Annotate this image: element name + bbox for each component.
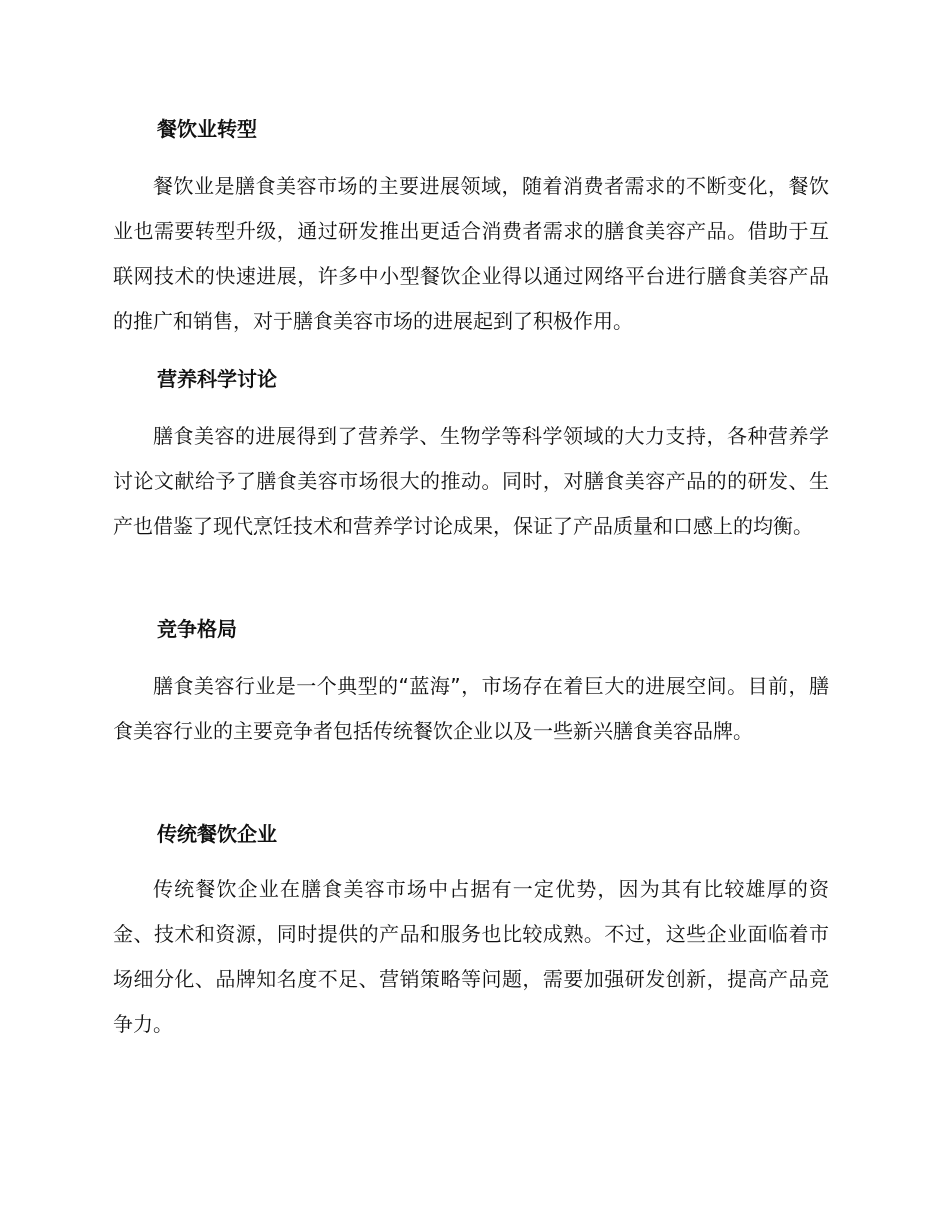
section-paragraph-traditional-catering: 传统餐饮企业在膳食美容市场中占据有一定优势，因为其有比较雄厚的资金、技术和资源，同时提供的产品和服务也比较成熟。不过，这些企业面临着市场细分化、品牌知名度不足、营销策略等问题，需要加强研发创新，提高产品竞争力。 (113, 877, 829, 1036)
section-paragraph-catering-transformation: 餐饮业是膳食美容市场的主要进展领域，随着消费者需求的不断变化，餐饮业也需要转型升级，通过研发推出更适合消费者需求的膳食美容产品。借助于互联网技术的快速进展，许多中小型餐饮企业得以通过网络平台进行膳食美容产品的推广和销售，对于膳食美容市场的进展起到了积极作用。 (113, 174, 829, 333)
section-paragraph-nutrition-research: 膳食美容的进展得到了营养学、生物学等科学领域的大力支持，各种营养学讨论文献给予了膳食美容市场很大的推动。同时，对膳食美容产品的的研发、生产也借鉴了现代烹饪技术和营养学讨论成果，保证了产品质量和口感上的均衡。 (113, 424, 829, 538)
section-heading-nutrition-research: 营养科学讨论 (157, 367, 277, 391)
section-heading-catering-transformation: 餐饮业转型 (157, 117, 257, 141)
section-heading-traditional-catering: 传统餐饮企业 (157, 822, 277, 846)
section-paragraph-competition-landscape: 膳食美容行业是一个典型的“蓝海”，市场存在着巨大的进展空间。目前，膳食美容行业的主要竞争者包括传统餐饮企业以及一些新兴膳食美容品牌。 (113, 674, 829, 743)
section-heading-competition-landscape: 竞争格局 (157, 617, 237, 641)
